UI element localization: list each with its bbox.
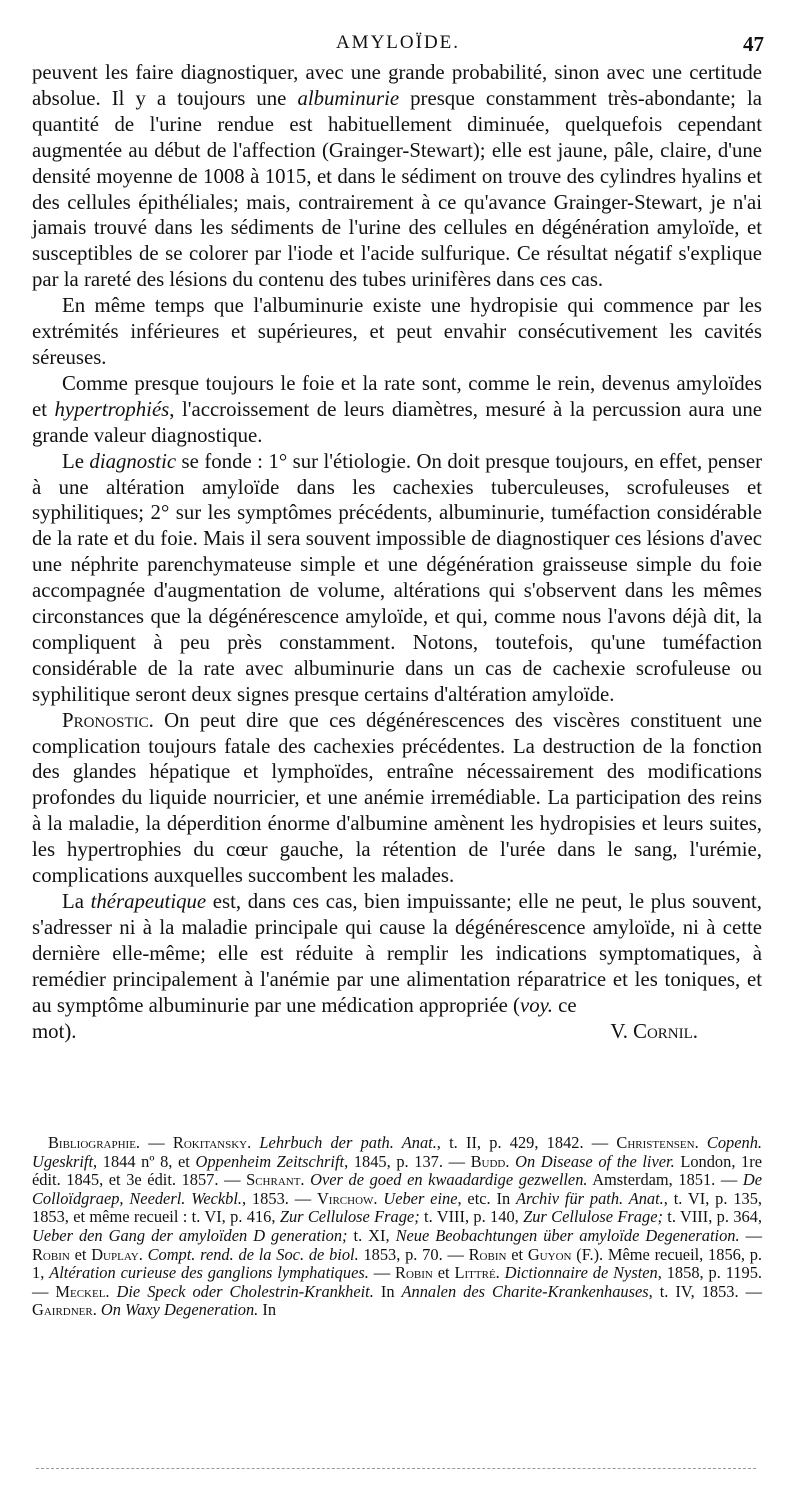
- paragraph-foie-rate: Comme presque toujours le foie et la rate sont, comme le rein, devenus amyloïdes et hypertrophiés, l'accroissement de leurs diamètres, mesuré à la percussion aura une grande valeur diagnostique.: [32, 371, 762, 447]
- bibliography: Bibliographie. — Rokitansky. Lehrbuch der path. Anat., t. II, p. 429, 1842. — Christensen. Copenh. Ugeskrift, 1844 nº 8, et Oppenheim Zeitschrift, 1845, p. 137. — Budd. On Disease of the liver. London, 1re édit. 1845, et 3e édit. 1857. — Schrant. Over de goed en kwaadardige gezwellen. Amsterdam, 1851. — De Colloïdgraep, Neederl. Weckbl., 1853. — Virchow. Ueber eine, etc. In Archiv für path. Anat., t. VI, p. 135, 1853, et même recueil : t. VI, p. 416, Zur Cellulose Frage; t. VIII, p. 140, Zur Cellulose Frage; t. VIII, p. 364, Ueber den Gang der amyloïden D generation; t. XI, Neue Beobachtungen über amyloïde Degeneration. — Robin et Duplay. Compt. rend. de la Soc. de biol. 1853, p. 70. — Robin et Guyon (F.). Même recueil, 1856, p. 1, Altération curieuse des ganglions lymphatiques. — Robin et Littré. Dictionnaire de Nysten, 1858, p. 1195. — Meckel. Die Speck oder Cholestrin-Krankheit. In Annalen des Charite-Krankenhauses, t. IV, 1853. — Gairdner. On Waxy Degeneration. In: [32, 1133, 763, 1320]
- term-diagnostic: diagnostic: [89, 449, 177, 473]
- author-signature: V. Cornil.: [610, 1019, 698, 1043]
- section-label-pronostic: Pronostic.: [62, 708, 154, 732]
- paragraph-hydropisie: En même temps que l'albuminurie existe une hydropisie qui commence par les extrémités inférieures et supérieures, et peut envahir consécutivement les cavités séreuses.: [32, 294, 762, 369]
- bottom-dashed-rule: [36, 1468, 756, 1469]
- paragraph-diagnostic: Le diagnostic se fonde : 1° sur l'étiologie. On doit presque toujours, en effet, penser à une altération amyloïde dans les cachexies tuberculeuses, scrofuleuses et syphilitiques; 2° sur les symptômes précédents, albuminurie, tuméfaction considérable de la rate et du foie. Mais il sera souvent impossible de diagnostiquer ces lésions d'avec une néphrite parenchymateuse simple et une dégénération graisseuse simple du foie accompagnée d'augmentation de volume, altérations qui s'observent dans les mêmes circonstances que la dégénérescence amyloïde, et qui, comme nous l'avons déjà dit, la compliquent à peu près constamment. Notons, toutefois, qu'une tuméfaction considérable de la rate avec albuminurie dans un cas de cachexie scrofuleuse ou syphilitique seront deux signes presque certains d'altération amyloïde.: [32, 449, 762, 706]
- main-text: [32, 60, 762, 1044]
- bibliography-label: Bibliographie.: [48, 1133, 141, 1152]
- paragraph-therapeutique: La thérapeutique est, dans ces cas, bien impuissante; elle ne peut, le plus souvent, s'adresser ni à la maladie principale qui cause la dégénérescence amyloïde, ni à cette dernière elle-même; elle est réduite à remplir les indications symptomatiques, à remédier principalement à l'anémie par une alimentation réparatrice et les toniques, et au symptôme albuminurie par une médication appropriée (voy. ce: [32, 890, 762, 1017]
- running-title: AMYLOÏDE.: [335, 32, 461, 53]
- paragraph-pronostic: Pronostic. On peut dire que ces dégénérescences des viscères constituent une complication toujours fatale des cachexies précédentes. La destruction de la fonction des glandes hépatique et lymphoïdes, entraîne nécessairement des modifications profondes du liquide nourricier, et une anémie irremédiable. La participation des reins à la maladie, la déperdition énorme d'albumine amènent les hydropisies et leurs suites, les hypertrophies du cœur gauche, la rétention de l'urée dans le sang, l'urémie, complications auxquelles succombent les malades.: [32, 708, 762, 888]
- signature-line: mot). V. Cornil.: [32, 1019, 762, 1045]
- page-header: [32, 32, 764, 56]
- term-therapeutique: thérapeutique: [90, 890, 207, 913]
- term-albuminurie: albuminurie: [297, 86, 400, 110]
- paragraph-urine: peuvent les faire diagnostiquer, avec une grande probabilité, sinon avec une certitude absolue. Il y a toujours une albuminurie presque constamment très-abondante; la quantité de l'urine rendue est habituellement diminuée, quelquefois cependant augmentée au début de l'affection (Grainger-Stewart); elle est jaune, pâle, claire, d'une densité moyenne de 1008 à 1015, et dans le sédiment on trouve des cylindres hyalins et des cellules épithéliales; mais, contrairement à ce qu'avance Grainger-Stewart, je n'ai jamais trouvé dans les sédiments de l'urine des cellules en dégénération amyloïde, et susceptibles de se colorer par l'iode et l'acide sulfurique. Ce résultat négatif s'explique par la rareté des lésions du contenu des tubes urinifères dans ces cas.: [32, 61, 762, 292]
- term-hypertrophies: hypertrophiés: [54, 397, 170, 421]
- page-number: 47: [743, 32, 764, 56]
